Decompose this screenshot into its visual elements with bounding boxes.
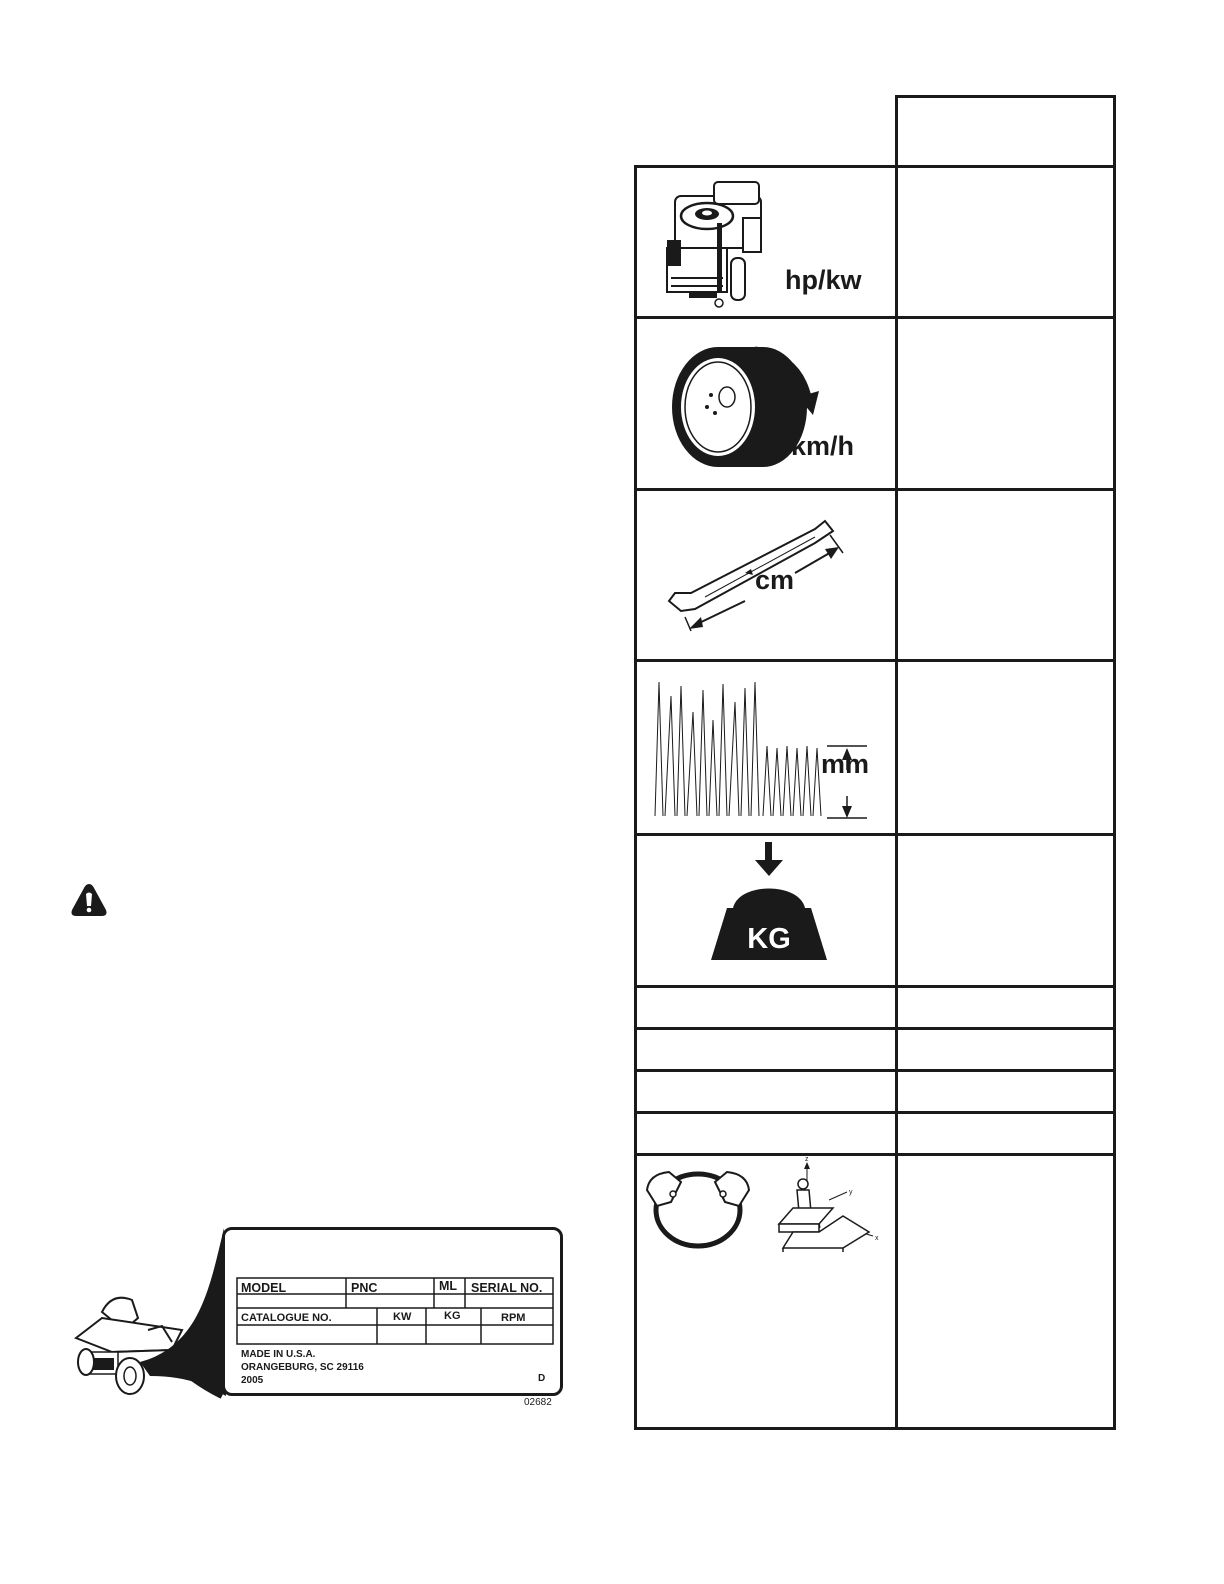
serial-number-label: [222, 1227, 563, 1396]
table-header-cell: [895, 95, 1116, 168]
steering-wheel-icon: [643, 1166, 753, 1252]
cutting-height-row-value-cell: [895, 659, 1116, 836]
blade-row-icon-cell: [634, 488, 898, 662]
engine-power-unit: hp/kw: [785, 265, 862, 295]
engine-row-value-cell: [895, 165, 1116, 319]
spec-row-6-value-cell: [895, 985, 1116, 1030]
label-made-in: MADE IN U.S.A.: [241, 1349, 316, 1360]
speed-row-value-cell: [895, 316, 1116, 491]
speed-row-icon-cell: [634, 316, 898, 491]
label-serial-header: SERIAL NO.: [471, 1281, 543, 1295]
spec-row-9-label-cell: [634, 1111, 898, 1156]
seated-operator-axes-icon: [773, 1156, 885, 1256]
spec-row-9-value-cell: [895, 1111, 1116, 1156]
label-rpm-header: RPM: [501, 1312, 526, 1324]
label-catalogue-header: CATALOGUE NO.: [241, 1312, 332, 1324]
weight-row-icon-cell: [634, 833, 898, 988]
specifications-table: [634, 95, 1116, 1430]
axis-x-label: x: [875, 1235, 879, 1242]
vibration-row-icon-cell: [634, 1153, 898, 1430]
label-kw-header: KW: [393, 1311, 412, 1323]
label-ml-header: ML: [439, 1279, 458, 1293]
spec-row-6-label-cell: [634, 985, 898, 1030]
label-callout-leader: [120, 1226, 230, 1398]
cutting-height-unit: mm: [821, 749, 870, 779]
engine-icon: [659, 178, 779, 310]
spec-row-7-value-cell: [895, 1027, 1116, 1072]
blade-width-unit: cm: [755, 565, 795, 595]
weight-unit: KG: [747, 923, 791, 955]
figure-code: 02682: [524, 1397, 552, 1408]
label-pnc-header: PNC: [351, 1281, 378, 1295]
weight-row-value-cell: [895, 833, 1116, 988]
axis-z-label: z: [805, 1156, 809, 1163]
axis-y-label: y: [849, 1189, 853, 1196]
label-code: D: [538, 1373, 546, 1384]
warning-triangle-icon: [70, 882, 108, 918]
weight-icon: [707, 842, 831, 968]
vibration-row-value-cell: [895, 1153, 1116, 1430]
spec-row-8-label-cell: [634, 1069, 898, 1114]
cutting-height-row-icon-cell: [634, 659, 898, 836]
speed-unit: km/h: [791, 431, 855, 461]
label-kg-header: KG: [444, 1310, 461, 1322]
engine-row-icon-cell: [634, 165, 898, 319]
label-address: ORANGEBURG, SC 29116: [241, 1362, 364, 1373]
label-model-header: MODEL: [241, 1281, 287, 1295]
label-year: 2005: [241, 1375, 264, 1386]
blade-row-value-cell: [895, 488, 1116, 662]
spec-row-7-label-cell: [634, 1027, 898, 1072]
spec-row-8-value-cell: [895, 1069, 1116, 1114]
